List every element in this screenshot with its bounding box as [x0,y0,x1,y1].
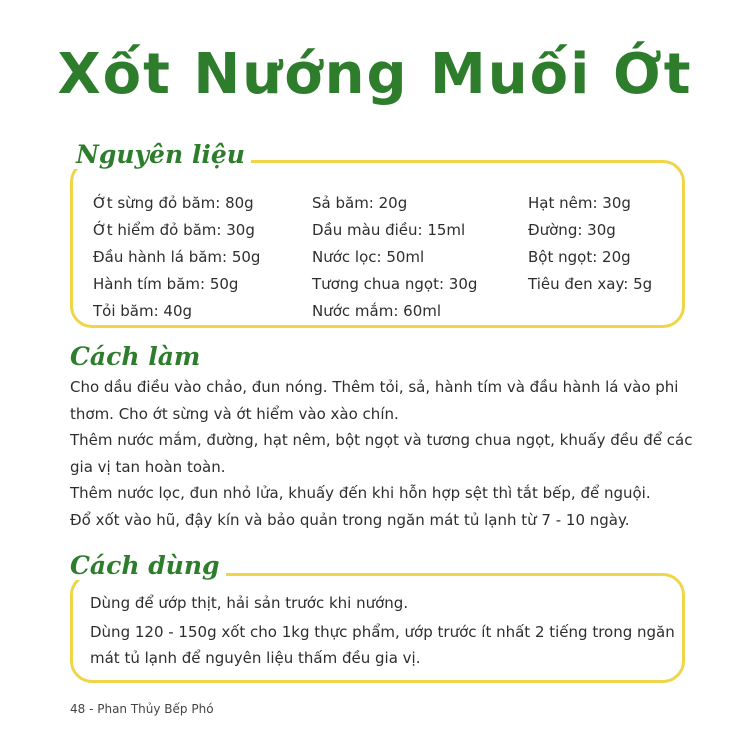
ingredient-item: Ớt hiểm đỏ băm: 30g [93,221,255,239]
usage-line: Dùng để ướp thịt, hải sản trước khi nướng. [90,594,409,612]
ingredient-item: Đầu hành lá băm: 50g [93,248,261,266]
method-step: Thêm nước lọc, đun nhỏ lửa, khuấy đến khi hỗn hợp sệt thì tắt bếp, để nguội. [70,484,651,502]
method-step: Thêm nước mắm, đường, hạt nêm, bột ngọt và tương chua ngọt, khuấy đều để các gia vị tan hoàn toàn. [70,431,693,476]
ingredient-item: Dầu màu điều: 15ml [312,221,466,239]
ingredient-item: Sả băm: 20g [312,194,408,212]
usage-text [90,590,680,674]
method-heading: Cách làm [64,342,206,371]
ingredient-item: Nước mắm: 60ml [312,302,442,320]
usage-heading: Cách dùng [64,551,226,580]
ingredient-item: Bột ngọt: 20g [528,248,631,266]
ingredient-item: Hành tím băm: 50g [93,275,239,293]
method-step: Cho dầu điều vào chảo, đun nóng. Thêm tỏi, sả, hành tím và đầu hành lá vào phi thơm. Cho ớt sừng và ớt hiểm vào xào chín. [70,378,679,423]
ingredients-column-2 [312,190,477,325]
ingredient-item: Đường: 30g [528,221,616,239]
usage-line: Dùng 120 - 150g xốt cho 1kg thực phẩm, ướp trước ít nhất 2 tiếng trong ngăn mát tủ lạnh để nguyên liệu thấm đều gia vị. [90,623,675,667]
ingredient-item: Tương chua ngọt: 30g [312,275,478,293]
ingredient-item: Hạt nêm: 30g [528,194,631,212]
method-step: Đổ xốt vào hũ, đậy kín và bảo quản trong ngăn mát tủ lạnh từ 7 - 10 ngày. [70,510,630,529]
ingredient-item: Tỏi băm: 40g [93,302,193,320]
ingredients-heading: Nguyên liệu [70,140,251,169]
ingredients-column-1 [93,190,260,325]
ingredient-item: Ớt sừng đỏ băm: 80g [93,194,254,212]
method-steps [70,374,710,533]
page-title: Xốt Nướng Muối Ớt [57,42,693,107]
ingredient-item: Tiêu đen xay: 5g [528,275,653,293]
ingredient-item: Nước lọc: 50ml [312,248,425,266]
ingredients-column-3 [528,190,652,298]
page-footer: 48 - Phan Thủy Bếp Phó [70,702,214,716]
